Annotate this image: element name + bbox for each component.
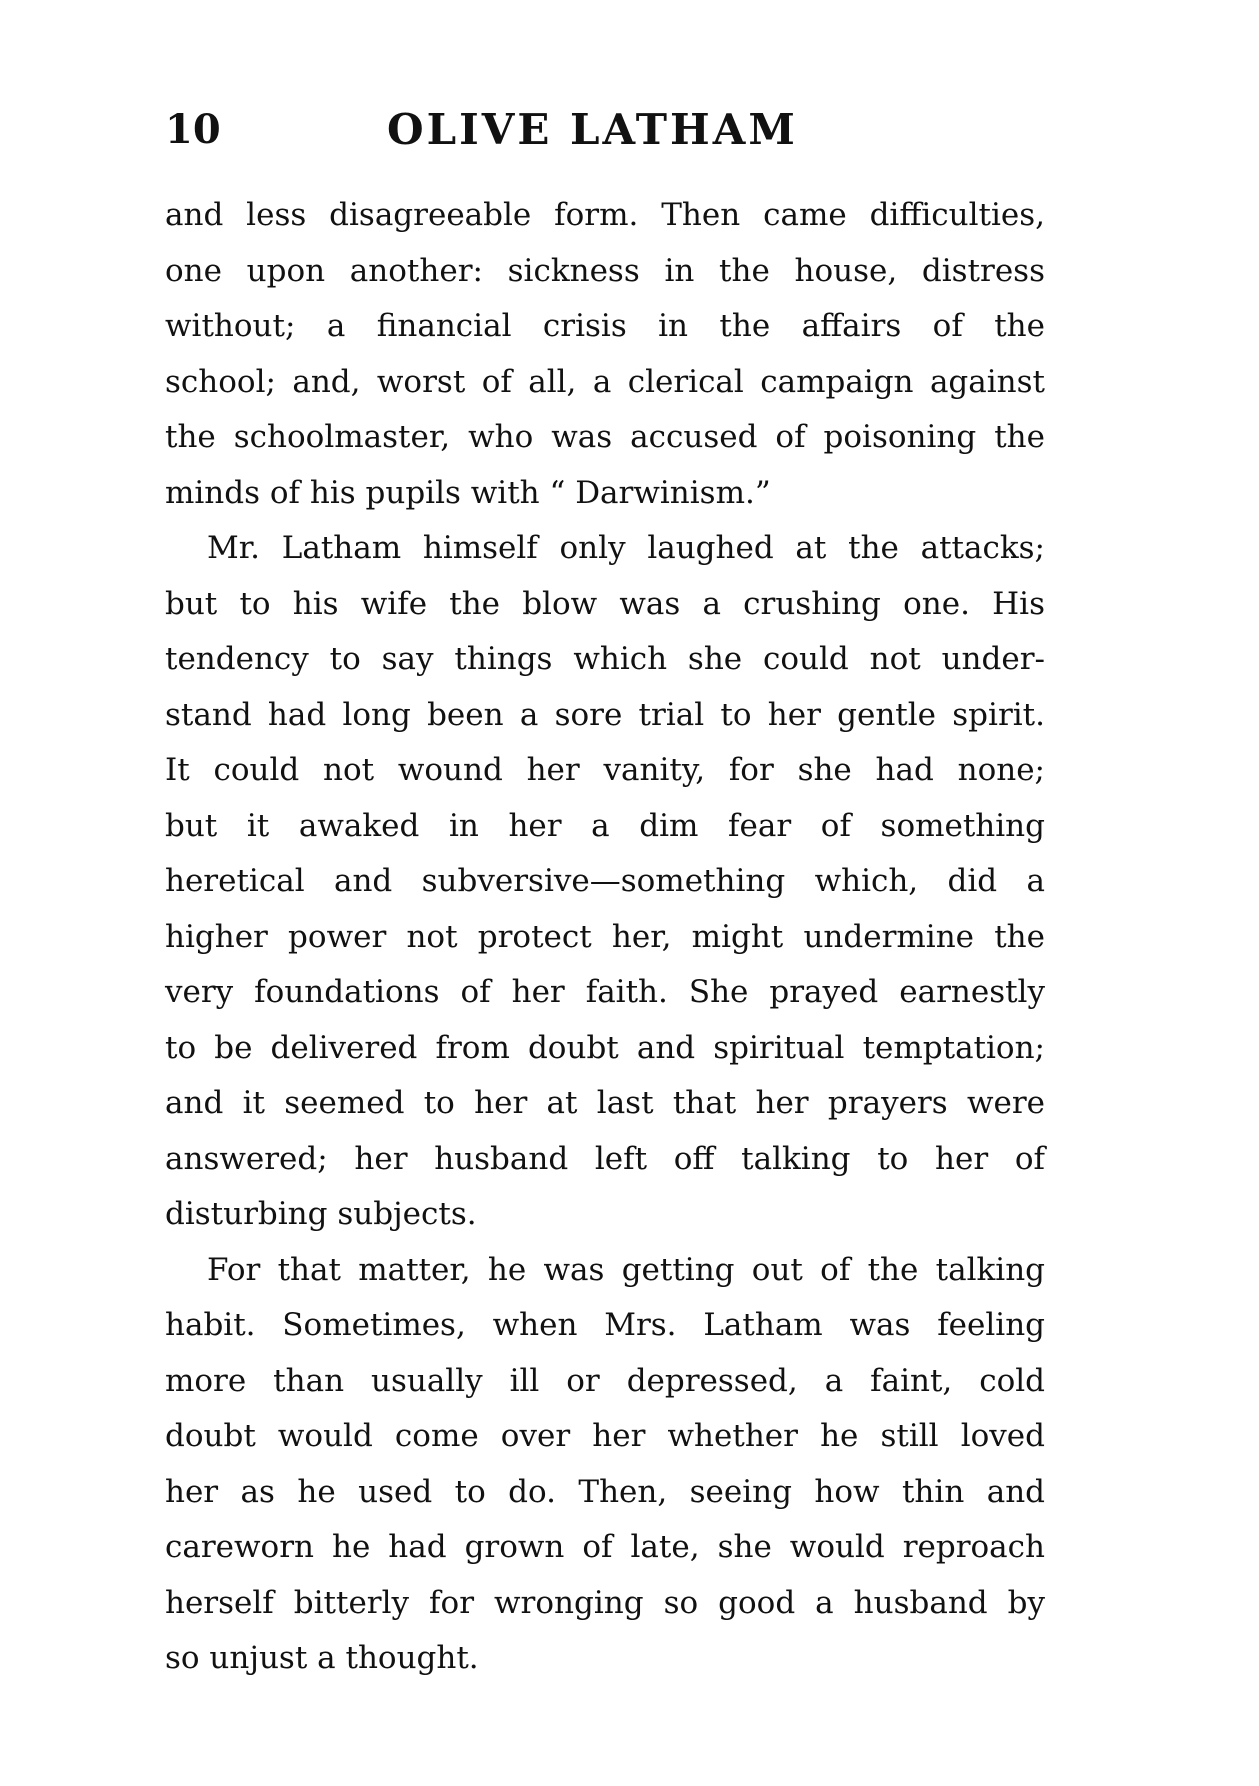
text-line: school; and, worst of all, a clerical campaign against: [165, 363, 1045, 400]
text-line: more than usually ill or depressed, a faint, cold: [165, 1362, 1045, 1399]
text-line: but it awaked in her a dim fear of something: [165, 807, 1045, 844]
text-line: careworn he had grown of late, she would reproach: [165, 1529, 1045, 1565]
text-line: For that matter, he was getting out of the talking: [207, 1251, 1045, 1288]
text-line: her as he used to do. Then, seeing how thin and: [165, 1473, 1045, 1510]
text-line: answered; her husband left off talking to her of: [165, 1140, 1045, 1177]
text-line: doubt would come over her whether he still loved: [165, 1418, 1045, 1454]
running-head: [165, 100, 1045, 160]
text-line: heretical and subversive—something which, did a: [165, 863, 1045, 899]
text-line: without; a financial crisis in the affairs of the: [165, 308, 1045, 344]
text-line: disturbing subjects.: [165, 1196, 477, 1232]
text-line: minds of his pupils with “ Darwinism.”: [165, 474, 771, 511]
text-line: the schoolmaster, who was accused of poisoning the: [165, 419, 1045, 455]
running-title: OLIVE LATHAM: [387, 105, 798, 154]
text-line: so unjust a thought.: [165, 1640, 479, 1676]
text-line: and it seemed to her at last that her prayers were: [165, 1085, 1045, 1121]
text-line: Mr. Latham himself only laughed at the attacks;: [207, 530, 1045, 566]
page-number: 10: [165, 106, 221, 153]
text-line: tendency to say things which she could not under-: [165, 641, 1045, 677]
text-line: higher power not protect her, might undermine the: [165, 918, 1045, 955]
text-line: to be delivered from doubt and spiritual temptation;: [165, 1029, 1045, 1066]
text-line: herself bitterly for wronging so good a husband by: [165, 1584, 1045, 1621]
text-line: It could not wound her vanity, for she had none;: [165, 752, 1045, 788]
text-line: very foundations of her faith. She prayed earnestly: [165, 974, 1045, 1010]
text-line: one upon another: sickness in the house, distress: [165, 252, 1045, 289]
text-line: stand had long been a sore trial to her gentle spirit.: [165, 696, 1045, 733]
body-text: [165, 188, 1045, 1687]
text-line: and less disagreeable form. Then came difficulties,: [165, 197, 1045, 233]
text-line: habit. Sometimes, when Mrs. Latham was feeling: [165, 1307, 1045, 1343]
text-line: but to his wife the blow was a crushing one. His: [165, 585, 1045, 622]
